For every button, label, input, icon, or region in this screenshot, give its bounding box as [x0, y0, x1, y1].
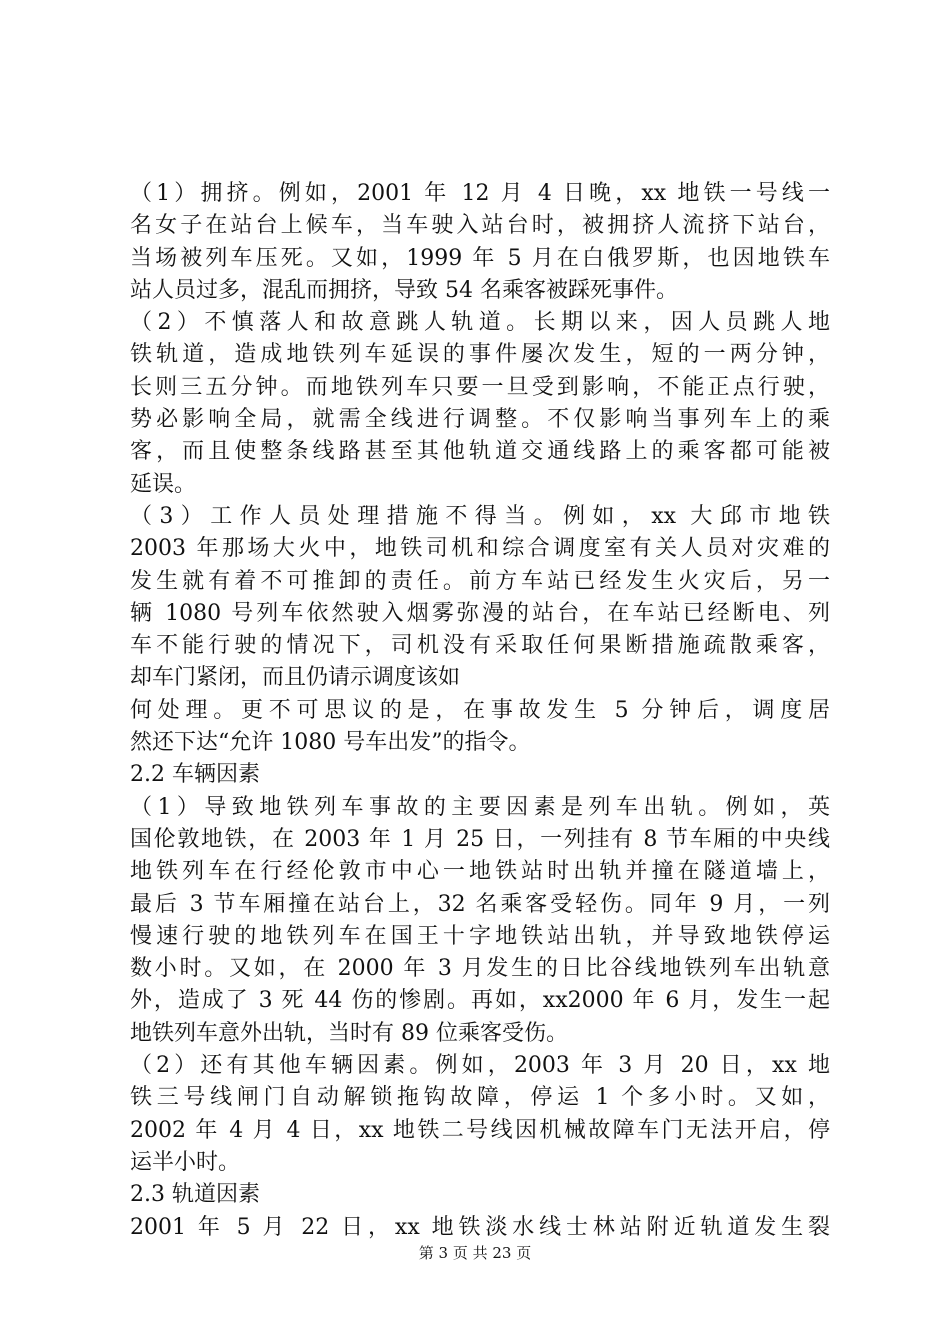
text-line: （3）工作人员处理措施不得当。例如，xx 大邱市地铁 — [130, 503, 830, 529]
text-line: 铁轨道，造成地铁列车延误的事件屡次发生，短的一两分钟， — [130, 342, 830, 368]
text-line: 2.3 轨道因素 — [130, 1182, 260, 1208]
text-line: 何处理。更不可思议的是，在事故发生 5 分钟后，调度居 — [130, 697, 830, 723]
text-line: 慢速行驶的地铁列车在国王十字地铁站出轨，并导致地铁停运 — [130, 923, 830, 949]
text-line: 2001 年 5 月 22 日，xx 地铁淡水线士林站附近轨道发生裂 — [130, 1214, 830, 1240]
text-line: 2.2 车辆因素 — [130, 762, 260, 788]
text-line: 最后 3 节车厢撞在站台上，32 名乘客受轻伤。同年 9 月，一列 — [130, 891, 830, 917]
text-line: 客，而且使整条线路甚至其他轨道交通线路上的乘客都可能被 — [130, 439, 830, 465]
text-line: 2002 年 4 月 4 日，xx 地铁二号线因机械故障车门无法开启，停 — [130, 1117, 830, 1143]
text-line: 2003 年那场大火中，地铁司机和综合调度室有关人员对灾难的 — [130, 536, 830, 562]
text-line: 长则三五分钟。而地铁列车只要一旦受到影响，不能正点行驶， — [130, 374, 830, 400]
text-line: 车不能行驶的情况下，司机没有采取任何果断措施疏散乘客， — [130, 633, 830, 659]
text-line: 运半小时。 — [130, 1149, 241, 1175]
text-line: 外，造成了 3 死 44 伤的惨剧。再如，xx2000 年 6 月，发生一起 — [130, 988, 830, 1014]
text-line: 延误。 — [130, 471, 197, 497]
text-line: 地铁列车意外出轨，当时有 89 位乘客受伤。 — [130, 1020, 568, 1046]
text-line: 然还下达“允许 1080 号车出发”的指令。 — [130, 730, 531, 756]
text-line: 国伦敦地铁，在 2003 年 1 月 25 日，一列挂有 8 节车厢的中央线 — [130, 826, 830, 852]
text-line: 名女子在站台上候车，当车驶入站台时，被拥挤人流挤下站台， — [130, 213, 830, 239]
text-line: （2）不慎落人和故意跳人轨道。长期以来，因人员跳人地 — [130, 310, 830, 336]
text-line: 铁三号线闸门自动解锁拖钩故障，停运 1 个多小时。又如， — [130, 1085, 830, 1111]
body-text — [130, 178, 830, 1244]
page-footer: 第 3 页 共 23 页 — [418, 1244, 532, 1262]
text-line: 数小时。又如，在 2000 年 3 月发生的日比谷线地铁列车出轨意 — [130, 956, 830, 982]
text-line: 辆 1080 号列车依然驶入烟雾弥漫的站台，在车站已经断电、列 — [130, 600, 830, 626]
text-line: 势必影响全局，就需全线进行调整。不仅影响当事列车上的乘 — [130, 407, 830, 433]
text-line: （1）拥挤。例如，2001 年 12 月 4 日晚，xx 地铁一号线一 — [130, 181, 830, 206]
text-line: （2）还有其他车辆因素。例如，2003 年 3 月 20 日，xx 地 — [130, 1053, 830, 1079]
text-line: 当场被列车压死。又如，1999 年 5 月在白俄罗斯，也因地铁车 — [130, 245, 830, 271]
text-line: 发生就有着不可推卸的责任。前方车站已经发生火灾后，另一 — [130, 568, 830, 594]
text-line: 却车门紧闭，而且仍请示调度该如 — [130, 665, 461, 691]
text-line: 地铁列车在行经伦敦市中心一地铁站时出轨并撞在隧道墙上， — [130, 859, 830, 885]
text-line: 站人员过多，混乱而拥挤，导致 54 名乘客被踩死事件。 — [130, 277, 678, 303]
text-line: （1）导致地铁列车事故的主要因素是列车出轨。例如，英 — [130, 794, 830, 820]
